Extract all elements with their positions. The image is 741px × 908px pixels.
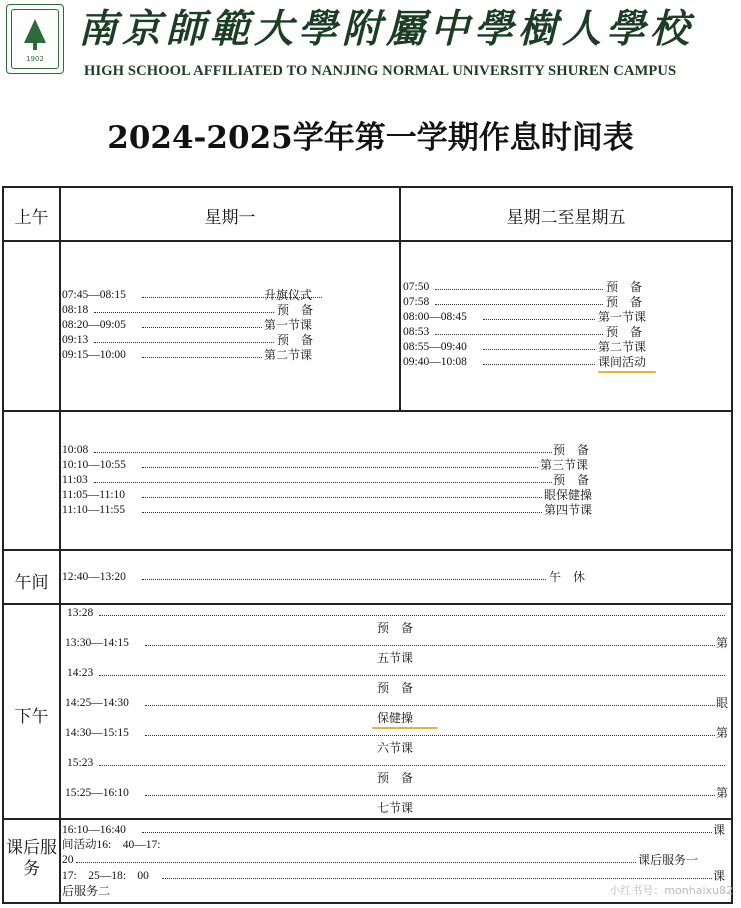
header-period: 上午 bbox=[14, 208, 49, 228]
list-item: 09:13 预 备 bbox=[62, 333, 314, 347]
noon-label: 午间 bbox=[14, 573, 49, 593]
list-item: 08:20—09:05 第一节课 bbox=[62, 318, 313, 332]
list-item: 10:10—10:55 第三节课 bbox=[62, 458, 589, 472]
list-item: 08:55—09:40 第二节课 bbox=[403, 340, 647, 354]
school-name-english: HIGH SCHOOL AFFILIATED TO NANJING NORMAL UNIVERSITY SHUREN CAMPUS bbox=[84, 63, 677, 79]
list-item: 09:15—10:00 第二节课 bbox=[62, 348, 313, 362]
list-item: 11:05—11:10 眼保健操 bbox=[62, 488, 593, 502]
list-item: 11:10—11:55 第四节课 bbox=[62, 503, 593, 517]
school-logo: 1902 bbox=[6, 4, 64, 74]
school-name-chinese: 南京師範大學附屬中學樹人學校 bbox=[78, 6, 695, 52]
list-item: 11:03 预 备 bbox=[62, 473, 590, 487]
list-item: 07:58 预 备 bbox=[403, 295, 643, 309]
highlight-underline bbox=[598, 371, 656, 373]
header-tue-fri: 星期二至星期五 bbox=[506, 208, 626, 228]
list-item: 08:53 预 备 bbox=[403, 325, 643, 339]
list-item: 08:00—08:45 第一节课 bbox=[403, 310, 647, 324]
list-item: 08:18 预 备 bbox=[62, 303, 314, 317]
list-item: 07:45—08:15 升旗仪式 bbox=[62, 288, 392, 303]
list-item: 07:50 预 备 bbox=[403, 280, 643, 294]
afternoon-label: 下午 bbox=[14, 707, 49, 727]
header-monday: 星期一 bbox=[204, 208, 256, 228]
watermark: 小红书号：monhaixu82 bbox=[609, 884, 733, 897]
list-item: 10:08 预 备 bbox=[62, 443, 590, 457]
list-item: 09:40—10:08 课间活动 bbox=[403, 355, 647, 369]
list-item: 12:40—13:20 午 休 bbox=[62, 570, 586, 584]
tree-icon bbox=[24, 19, 46, 43]
page-title: 2024-2025学年第一学期作息时间表 bbox=[107, 120, 634, 156]
after-service-label: 课后服 务 bbox=[6, 838, 57, 879]
